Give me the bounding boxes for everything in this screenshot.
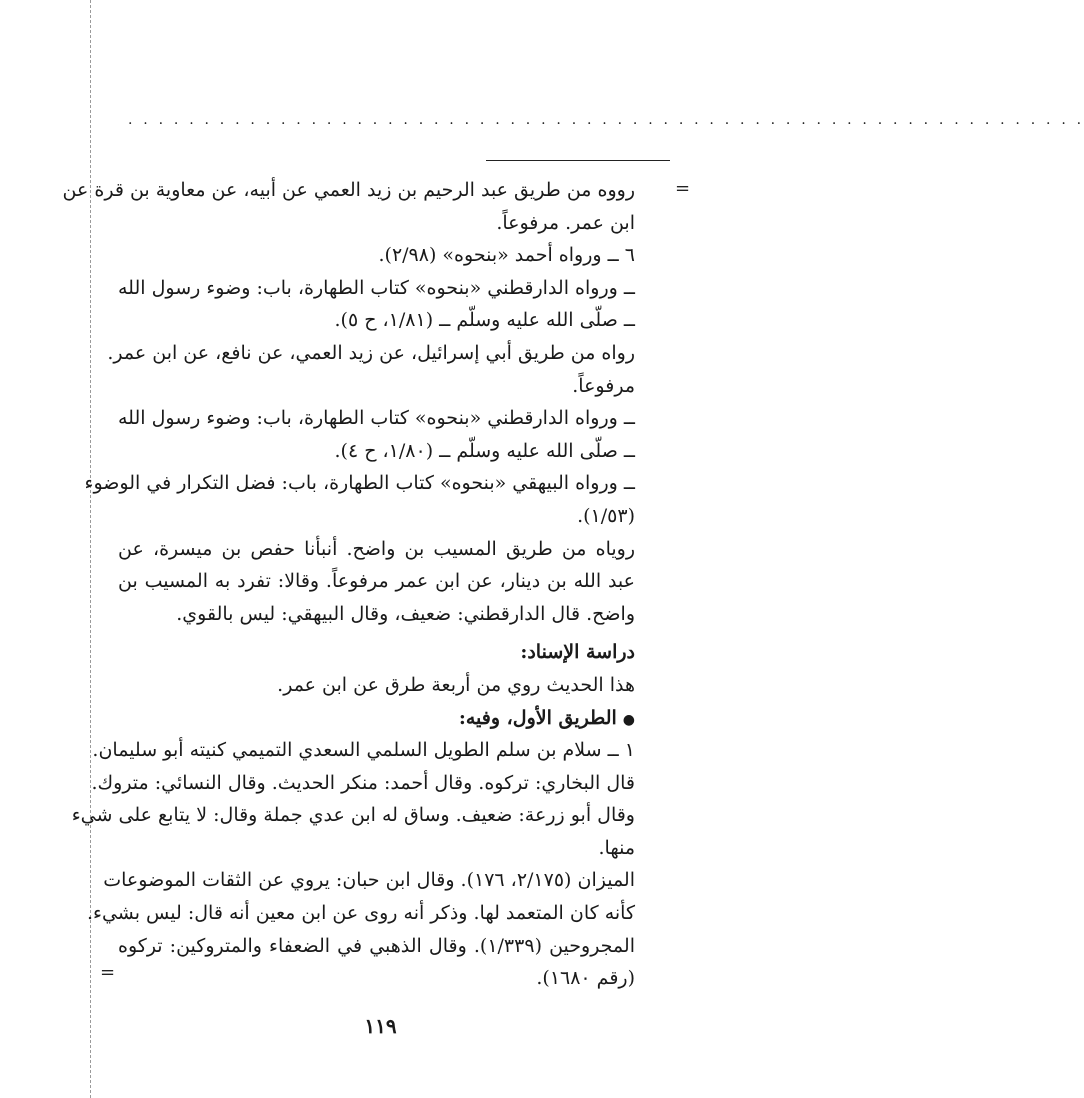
text-line: واضح. قال الدارقطني: ضعيف، وقال البيهقي: ليس بالقوي. bbox=[176, 602, 635, 625]
page-gutter-line bbox=[90, 0, 91, 1098]
bullet-icon: ● bbox=[622, 711, 635, 728]
text-line: منها. bbox=[598, 836, 635, 859]
text-line: رووه من طريق عبد الرحيم بن زيد العمي عن أبيه، عن معاوية بن قرة عن bbox=[62, 179, 635, 201]
text-line: رواه من طريق أبي إسرائيل، عن زيد العمي، عن نافع، عن ابن عمر. bbox=[107, 341, 635, 364]
page-body bbox=[62, 174, 635, 995]
dotted-separator: . . . . . . . . . . . . . . . . . . . . . . . . . . . . . . . . . . . . . . . . . . . . . . . . . . . . . . . . . . . . . . . bbox=[128, 112, 1084, 128]
continuation-mark-bottom: = bbox=[100, 962, 116, 983]
text-line: (رقم ١٦٨٠). bbox=[536, 967, 635, 990]
subsection-heading: ●الطريق الأول، وفيه: bbox=[458, 706, 635, 729]
text-line: (١/٥٣). bbox=[577, 504, 635, 527]
text-line: هذا الحديث روي من أربعة طرق عن ابن عمر. bbox=[277, 673, 635, 696]
text-line: مرفوعاً. bbox=[572, 374, 635, 397]
text-line: كأنه كان المتعمد لها. وذكر أنه روى عن ابن معين أنه قال: ليس بشيء. bbox=[86, 902, 635, 925]
continuation-mark-top: = bbox=[675, 178, 691, 199]
text-line: المجروحين (١/٣٣٩). وقال الذهبي في الضعفاء والمتروكين: تركوه bbox=[118, 934, 635, 957]
text-line: ــ صلّى الله عليه وسلّم ــ (١/٨١، ح ٥). bbox=[334, 309, 635, 332]
text-line: ــ ورواه الدارقطني «بنحوه» كتاب الطهارة، باب: وضوء رسول الله bbox=[118, 276, 635, 299]
text-line: وقال أبو زرعة: ضعيف. وساق له ابن عدي جملة وقال: لا يتابع على شيء bbox=[71, 804, 635, 827]
text-line: ١ ــ سلام بن سلم الطويل السلمي السعدي التميمي كنيته أبو سليمان. bbox=[92, 739, 635, 762]
text-line: ٦ ــ ورواه أحمد «بنحوه» (٢/٩٨). bbox=[378, 244, 635, 267]
text-line: ــ صلّى الله عليه وسلّم ــ (١/٨٠، ح ٤). bbox=[334, 439, 635, 462]
text-line: عبد الله بن دينار، عن ابن عمر مرفوعاً. وقالا: تفرد به المسيب بن bbox=[118, 570, 635, 593]
text-line: ــ ورواه البيهقي «بنحوه» كتاب الطهارة، باب: فضل التكرار في الوضوء bbox=[84, 472, 635, 495]
footnote-rule bbox=[486, 160, 670, 161]
text-line: قال البخاري: تركوه. وقال أحمد: منكر الحديث. وقال النسائي: متروك. bbox=[91, 771, 635, 794]
text-line: ابن عمر. مرفوعاً. bbox=[496, 211, 635, 234]
text-line: ــ ورواه الدارقطني «بنحوه» كتاب الطهارة، باب: وضوء رسول الله bbox=[118, 407, 635, 430]
text-line: روياه من طريق المسيب بن واضح. أنبأنا حفص بن ميسرة، عن bbox=[118, 537, 635, 560]
page-number: ١١٩ bbox=[364, 1014, 397, 1038]
text-line: الميزان (٢/١٧٥، ١٧٦). وقال ابن حبان: يروي عن الثقات الموضوعات bbox=[103, 869, 635, 892]
section-heading: دراسة الإسناد: bbox=[520, 641, 635, 664]
